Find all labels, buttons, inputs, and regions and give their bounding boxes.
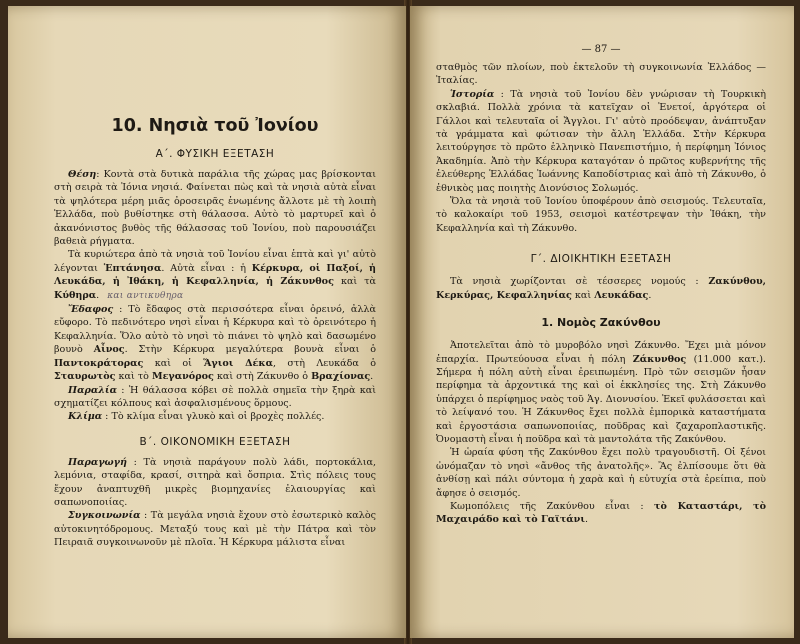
nomos-zakynthou-heading: 1. Νομὸς Ζακύνθου (541, 316, 661, 330)
edafos-text-e: καὶ τὸ (115, 371, 152, 383)
page-number: — 87 — (581, 44, 621, 55)
section-b-heading: Β΄. ΟΙΚΟΝΟΜΙΚΗ ΕΞΕΤΑΣΗ (139, 435, 291, 448)
edafos-text-d: , στὴ Λευκάδα ὁ (272, 357, 376, 369)
paralia-label: Παραλία (68, 384, 117, 396)
klima-label: Κλίμα (68, 411, 103, 423)
istoria-label: Ἱστορία (450, 88, 495, 100)
nomoi-text-a: Τὰ νησιὰ χωρίζονται σὲ τέσσερες νομούς : (450, 276, 709, 288)
klima-paragraph (54, 410, 376, 423)
zakynthos-city: Ζάκυνθος (632, 353, 687, 365)
section-a-heading: Α΄. ΦΥΣΙΚΗ ΕΞΕΤΑΣΗ (155, 148, 275, 160)
thesi-text: : Κοντὰ στὰ δυτικὰ παράλια τῆς χώρας μας βρίσκονται στὴ σειρὰ τὰ Ἰόνια νησιά. Φαίνεται πὼς καὶ τὰ νησιὰ αὐτὰ εἶναι τὰ ψηλότερα μέρη μιᾶς ὀροσειρᾶς ἑνωμένης ἄλλοτε μὲ τὴ λοιπὴ Ἑλλάδα, ποὺ βυθίστηκε στὴ θάλασσα. Αὐτὸ τὸ μαρτυρεῖ καὶ ὁ ἀκανόνιστος βυθὸς τῆς θάλασσας τοῦ Ἰονίου, ποὺ παρουσιάζει βαθειὰ ρήγματα. (54, 169, 376, 248)
eptanisa-text-b: . Αὐτὰ εἶναι : ἡ (161, 262, 252, 274)
sygkoinonia-text: : Τὰ μεγάλα νησιὰ ἔχουν στὸ ἐσωτερικὸ καλὸς αὐτοκινητόδρομους. Μεταξύ τους καὶ μὲ τὴν Πάτρα καὶ τὸν Πειραιᾶ συγκοινωνοῦν μὲ πλοῖα. Ἡ Κέρκυρα μάλιστα εἶναι (54, 510, 376, 549)
eptanisa-text-d: . (96, 289, 100, 301)
edafos-paragraph (54, 303, 376, 383)
paralia-text: : Ἡ θάλασσα κόβει σὲ πολλὰ σημεῖα τὴν ξηρὰ καὶ σχηματίζει κόλπους καὶ ἀσφαλισμένους ὅρμους. (54, 384, 376, 409)
eptanisa-text-c: καὶ τὰ (333, 276, 376, 288)
istoria-text: : Τὰ νησιὰ τοῦ Ἰονίου δὲν γνώρισαν τὴ Τουρκικὴ σκλαβιά. Πολλὰ χρόνια τὰ κατεῖχαν οἱ Ἐνετοί, ἀργότερα οἱ Γάλλοι καὶ τελευταῖα οἱ Ἄγγλοι. Γι' αὐτὸ προόδεψαν, ἀνάπτυξαν τὰ γράμματα καὶ φώτισαν τὴν ἄλλη Ἑλλάδα. Στὴν Κέρκυρα λειτούργησε τὸ πρῶτο ἑλληνικὸ Πανεπιστήμιο, ἡ περίφημη Ἰόνιος Ἀκαδημία. Ἀπὸ τὴν Κέρκυρα καταγόταν ὁ πρῶτος κυβερνήτης τῆς ἐλεύθερης Ἑλλάδας Ἰωάννης Καποδίστριας καὶ ἀπὸ τὴ Ζάκυνθο, ὁ ἐθνικὸς μας ποιητὴς Διονύσιος Σολωμός. (436, 88, 766, 194)
komopoleis-text-a: Κωμοπόλεις τῆς Ζακύνθου εἶναι : (450, 500, 655, 512)
komopoleis-list: τὸ Καταστάρι, τὸ Μαχαιράδο καὶ τὸ Γαϊτάνι (436, 500, 766, 526)
kythira-term: Κύθηρα (54, 289, 97, 301)
zakynthos-paragraph-2: Ἡ ὡραία φύση τῆς Ζακύνθου ἔχει πολὺ τραγουδιστῆ. Οἱ ξένοι ὠνόμαζαν τὸ νησὶ «ἄνθος τῆς ἀνατολῆς». Ἂς ἐλπίσουμε ὅτι θὰ ἀνθίσῃ καὶ πάλι σύντομα ἡ χαρὰ καὶ ἡ εὐτυχία στὰ ἐρείπια, ποὺ ἄφησε ὁ σεισμός. (436, 447, 766, 499)
stavrotos-term: Σταυρωτὸς (54, 371, 116, 383)
vrachionas-term: Βραχίονας (311, 371, 371, 383)
pantokratoras-term: Παντοκράτορας (54, 357, 144, 369)
section-c-heading: Γ΄. ΔΙΟΙΚΗΤΙΚΗ ΕΞΕΤΑΣΗ (530, 253, 672, 266)
edafos-text-a: : Τὸ ἔδαφος στὰ περισσότερα εἶναι ὀρεινό, ἀλλὰ εὔφορο. Τὸ πεδινότερο νησὶ εἶναι ἡ Κέρκυρα καὶ τὸ ὀρεινότερο ἡ Κεφαλληνία. Ὅλο αὐτὸ τὸ νησὶ τὸ πιάνει τὸ ψηλὸ καὶ δασωμένο βουνὸ (54, 304, 376, 356)
sygkoinonia-label: Συγκοινωνία (68, 510, 141, 522)
istoria-paragraph (436, 88, 766, 195)
nomoi-list: Ζακύνθου, Κερκύρας, Κεφαλληνίας (436, 276, 766, 301)
edafos-text-b: . Στὴν Κέρκυρα μεγαλύτερα βουνὰ εἶναι ὁ (124, 344, 376, 356)
ainos-term: Αἶνος (93, 344, 125, 356)
thesi-label: Θέση (68, 169, 97, 180)
nomoi-text-b: καὶ (571, 289, 595, 301)
paragogi-text: : Τὰ νησιὰ παράγουν πολὺ λάδι, πορτοκάλια, λεμόνια, σταφίδα, κρασί, σιτηρὰ καὶ ὄσπρια. Στὶς πόλεις τους ἔχουν ἀναπτυχθῆ μικρὲς βιομηχανίες ἐλαιουργίας καὶ σαπωνοποιίας. (54, 456, 376, 508)
zakynthos-text-a: Ἀποτελεῖται ἀπὸ τὸ μυροβόλο νησὶ Ζάκυνθο. Ἔχει μιὰ μόνον ἐπαρχία. Πρωτεύουσα εἶναι ἡ πόλη (436, 340, 766, 365)
handwritten-note: και αντικυθηρα (107, 290, 184, 301)
thesi-paragraph (54, 168, 376, 248)
seismoi-paragraph: Ὅλα τὰ νησιὰ τοῦ Ἰονίου ὑποφέρουν ἀπὸ σεισμούς. Τελευταῖα, τὸ καλοκαίρι τοῦ 1953, σεισμοὶ κατέστρεψαν τὴν Ἰθάκη, τὴν Κεφαλληνία καὶ τὴ Ζάκυνθο. (436, 196, 766, 234)
komopoleis-paragraph (436, 500, 766, 527)
zakynthos-paragraph-1 (436, 339, 766, 446)
nomoi-text-c: . (648, 289, 652, 301)
edafos-text-g: . (370, 371, 374, 383)
nomos-lefkadas: Λευκάδας (594, 289, 649, 301)
klima-text: : Τὸ κλίμα εἶναι γλυκὸ καὶ οἱ βροχὲς πολλές. (102, 411, 325, 423)
eptanisa-term: Ἑπτάνησα (103, 262, 162, 274)
paralia-paragraph (54, 384, 376, 411)
paragogi-paragraph (54, 456, 376, 510)
zakynthos-text-b: (11.000 κατ.). Σήμερα ἡ πόλη αὐτὴ εἶναι ἐρειπωμένη. Πρὸ τῶν σεισμῶν ἦσαν περίφημα τὰ ἀρχοντικά της καὶ οἱ ἐκκλησίες της. Στὴ Ζάκυνθο ὑπάρχει ὁ περίφημος ναὸς τοῦ Ἁγ. Διονυσίου. Ἐκεῖ φυλάσσεται καὶ τὸ λείψανό του. Ἡ Ζάκυνθος ἔχει πολλὰ ἐμπορικὰ καταστήματα καὶ ἐργοστάσια σαπωνοποιίας, ποῦδρας καὶ ζαχαροπλαστικῆς. Ὀνομαστὴ εἶναι ἡ ποῦδρα καὶ τὰ μαντολάτα τῆς Ζακύνθου. (436, 353, 766, 445)
nomoi-paragraph (436, 275, 766, 302)
continuation-text: σταθμὸς τῶν πλοίων, ποὺ ἐκτελοῦν τὴ συγκοινωνία Ἑλλάδος — Ἰταλίας. (436, 62, 766, 87)
chapter-title: 10. Νησιὰ τοῦ Ἰονίου (111, 116, 319, 136)
eptanisa-text-a: Τὰ κυριώτερα ἀπὸ τὰ νησιὰ τοῦ Ἰονίου εἶναι ἑπτὰ καὶ γι' αὐτὸ λέγονται (54, 249, 376, 274)
paragogi-label: Παραγωγή (68, 456, 127, 468)
komopoleis-text-b: . (584, 514, 589, 526)
edafos-label: Ἔδαφος (68, 304, 114, 316)
edafos-text-f: καὶ στὴ Ζάκυνθο ὁ (213, 371, 312, 383)
eptanisa-paragraph (54, 248, 376, 303)
sygkoinonia-paragraph (54, 509, 376, 549)
edafos-text-c: καὶ οἱ (143, 357, 204, 369)
islands-list: Κέρκυρα, οἱ Παξοί, ἡ Λευκάδα, ἡ Ἰθάκη, ἡ Κεφαλληνία, ἡ Ζάκυνθος (54, 262, 376, 288)
right-page (410, 6, 794, 638)
agioi-deka-term: Ἅγιοι Δέκα (203, 357, 273, 369)
meganoros-term: Μεγανόρος (151, 371, 214, 383)
left-page (8, 6, 406, 638)
